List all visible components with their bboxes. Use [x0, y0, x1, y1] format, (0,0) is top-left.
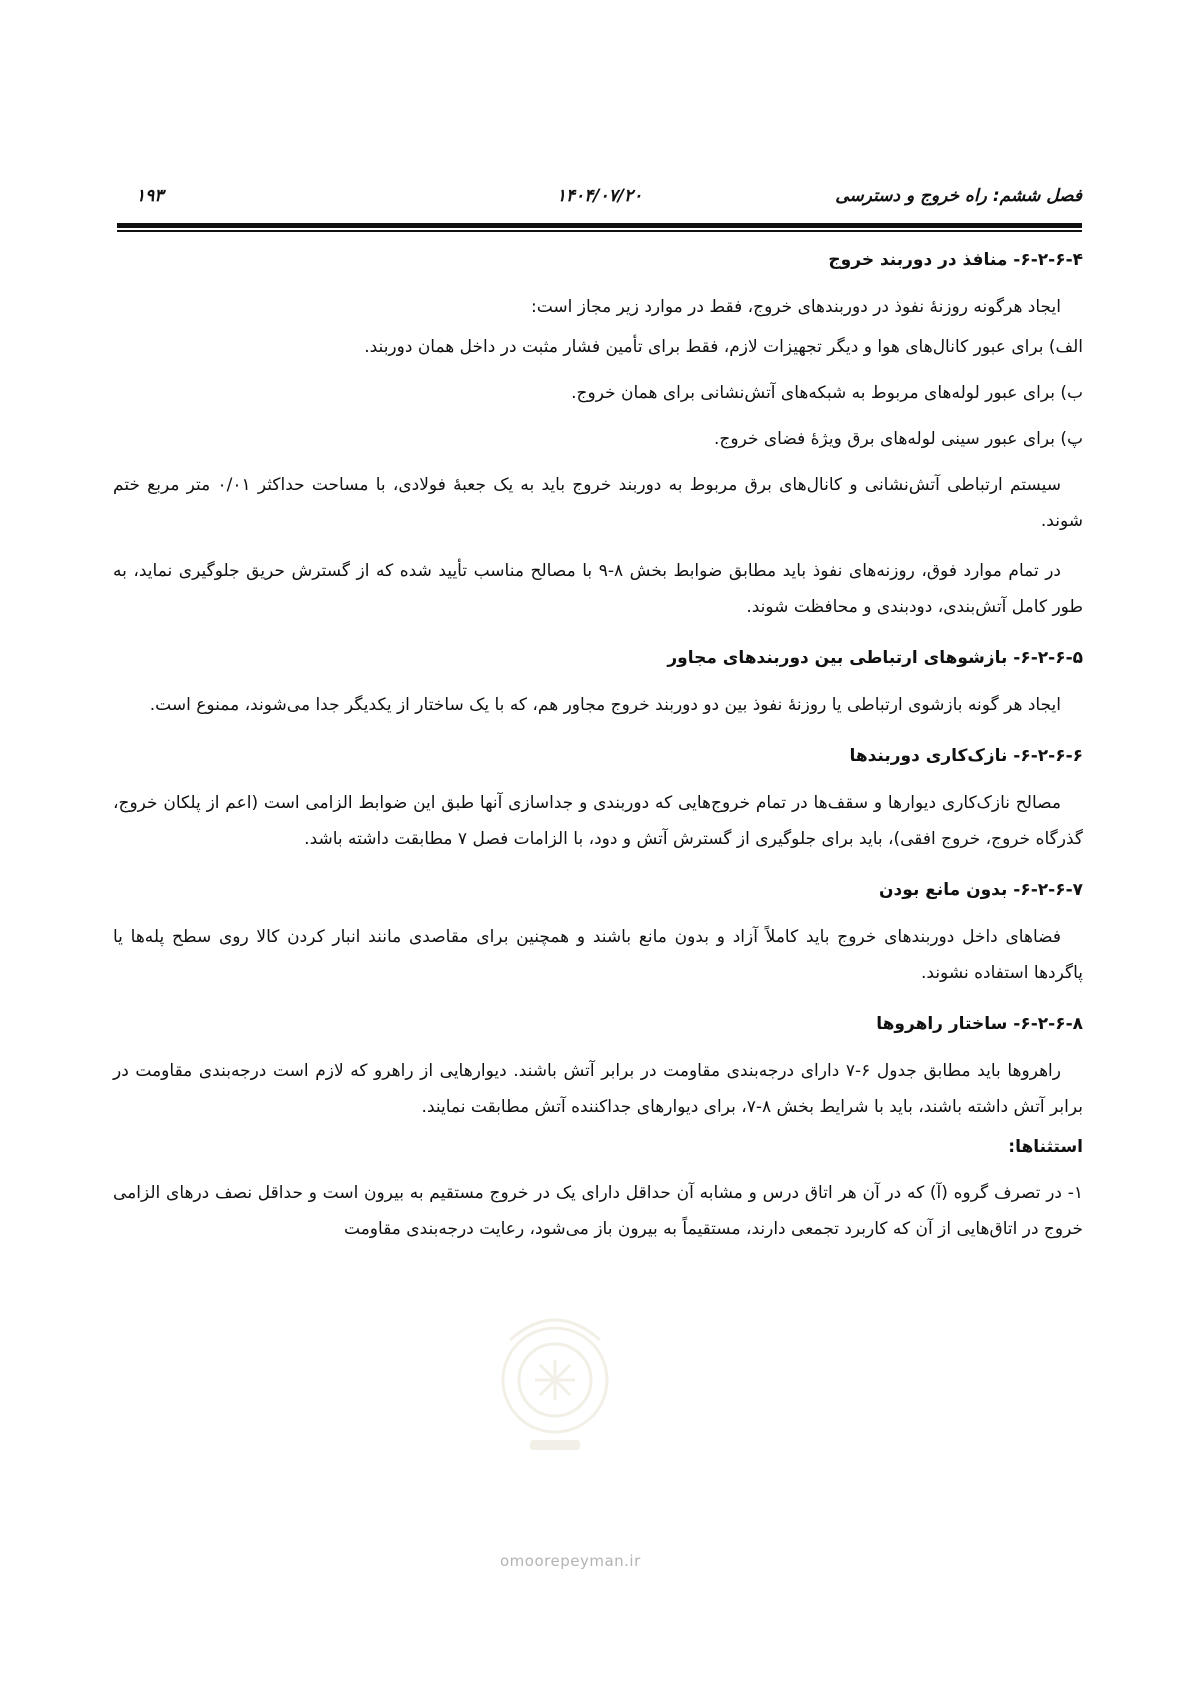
page-number: ۱۹۳ — [136, 186, 164, 206]
list-item: ب) برای عبور لوله‌های مربوط به شبکه‌های آتش‌نشانی برای همان خروج. — [571, 383, 1083, 403]
paragraph: در تمام موارد فوق، روزنه‌های نفوذ باید مطابق ضوابط بخش ۸-۹ با مصالح مناسب تأیید شده که از گسترش حریق جلوگیری نماید، به طور کامل آتش‌بندی، دودبندی و محافظت شوند. — [113, 561, 1083, 617]
chapter-title: فصل ششم: راه خروج و دسترسی — [835, 186, 1082, 206]
exceptions-label: استثناها: — [1008, 1137, 1083, 1157]
page-header — [117, 186, 1082, 212]
section-heading: ۶-۲-۶-۸- ساختار راهروها — [876, 1014, 1083, 1034]
header-rule-thin — [117, 230, 1082, 232]
section-heading: ۶-۲-۶-۷- بدون مانع بودن — [879, 880, 1083, 900]
paragraph: مصالح نازک‌کاری دیوارها و سقف‌ها در تمام خروج‌هایی که دوربندی و جداسازی آنها طبق این ضوابط الزامی است (اعم از پلکان خروج، گذرگاه خروج، خروج افقی)، باید برای جلوگیری از گسترش آتش و دود، با الزامات فصل ۷ مطابقت داشته باشد. — [113, 793, 1083, 849]
paragraph: راهروها باید مطابق جدول ۶-۷ دارای درجه‌بندی مقاومت در برابر آتش باشند. دیوارهایی از راهرو که لازم است درجه‌بندی مقاومت در برابر آتش داشته باشند، باید با شرایط بخش ۸-۷، برای دیوارهای جداکننده آتش مطابقت نمایند. — [113, 1061, 1083, 1117]
list-item: الف) برای عبور کانال‌های هوا و دیگر تجهیزات لازم، فقط برای تأمین فشار مثبت در داخل همان دوربند. — [364, 337, 1083, 357]
list-item: پ) برای عبور سینی لوله‌های برق ویژهٔ فضای خروج. — [713, 429, 1083, 449]
paragraph: سیستم ارتباطی آتش‌نشانی و کانال‌های برق مربوط به دوربند خروج باید به یک جعبهٔ فولادی، با مساحت حداکثر ۰/۰۱ متر مربع ختم شوند. — [113, 475, 1083, 531]
section-heading: ۶-۲-۶-۴- منافذ در دوربند خروج — [828, 250, 1083, 270]
section-intro: ایجاد هرگونه روزنهٔ نفوذ در دوربندهای خروج، فقط در موارد زیر مجاز است: — [530, 297, 1061, 317]
seal-logo-icon — [490, 1300, 620, 1470]
header-date: ۱۴۰۴/۰۷/۲۰ — [556, 186, 643, 206]
paragraph: فضاهای داخل دوربندهای خروج باید کاملاً آزاد و بدون مانع باشند و همچنین برای مقاصدی مانند انبار کردن کالا روی سطح پله‌ها یا پاگردها استفاده نشوند. — [113, 927, 1083, 983]
header-rule-thick — [117, 223, 1082, 228]
section-heading: ۶-۲-۶-۵- بازشوهای ارتباطی بین دوربندهای مجاور — [667, 648, 1083, 668]
watermark-text: omoorepeyman.ir — [500, 1552, 641, 1570]
section-heading: ۶-۲-۶-۶- نازک‌کاری دوربندها — [849, 746, 1083, 766]
paragraph: ایجاد هر گونه بازشوی ارتباطی یا روزنهٔ نفوذ بین دو دوربند خروج مجاور هم، که با یک ساختار از یکدیگر جدا می‌شوند، ممنوع است. — [149, 695, 1061, 715]
exception-item: ۱- در تصرف گروه (آ) که در آن هر اتاق درس و مشابه آن حداقل دارای یک در خروج مستقیم به بیرون است و حداقل نصف درهای الزامی خروج در اتاق‌هایی از آن که کاربرد تجمعی دارند، مستقیماً به بیرون باز می‌شود، رعایت درجه‌بندی مقاومت — [113, 1183, 1083, 1239]
page-body — [113, 243, 1083, 1261]
